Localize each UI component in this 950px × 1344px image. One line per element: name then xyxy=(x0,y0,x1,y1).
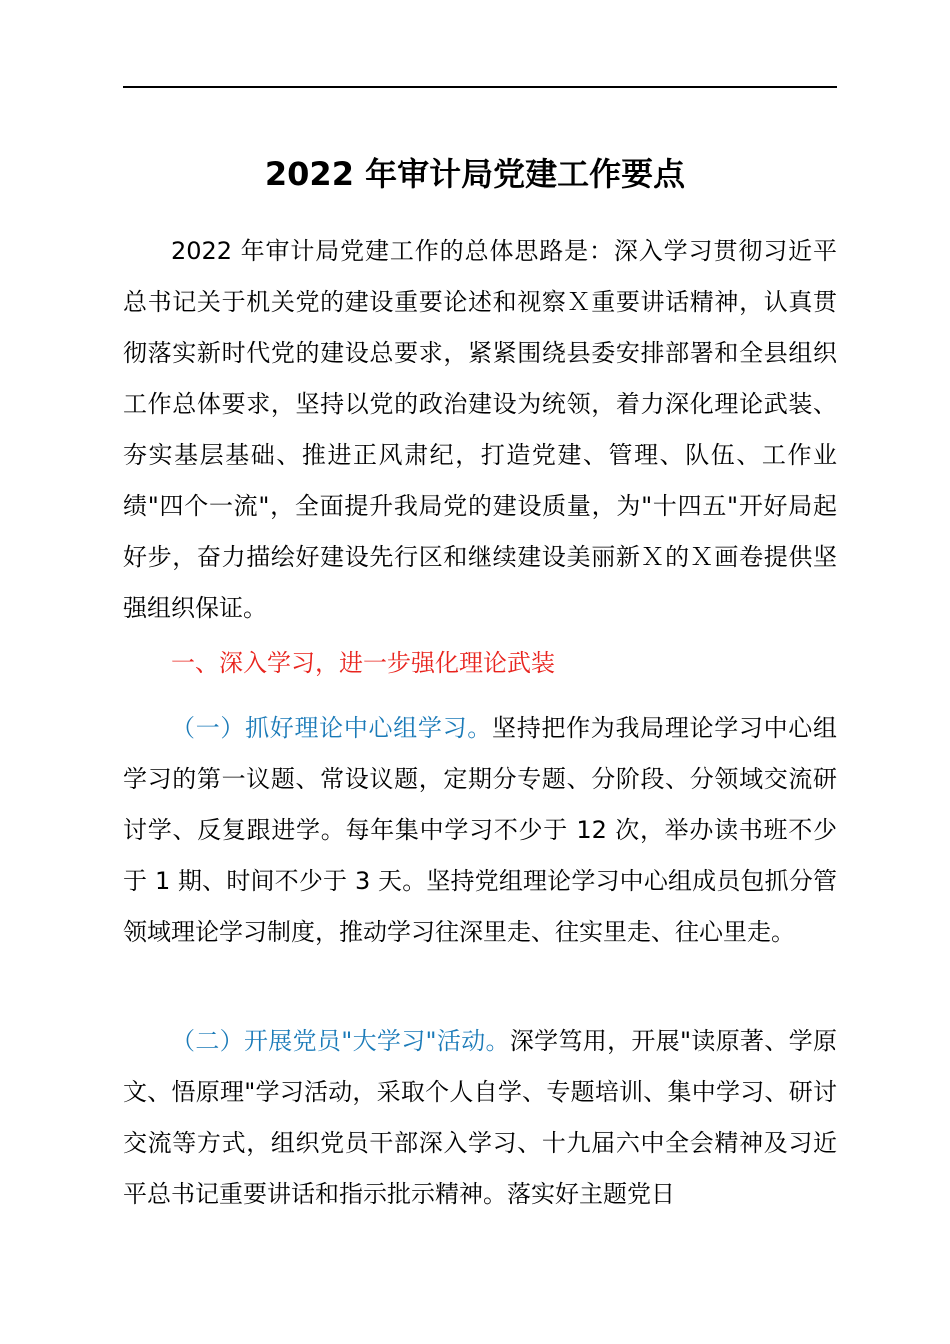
item-text-two: 深学笃用，开展"读原著、学原文、悟原理"学习活动，采取个人自学、专题培训、集中学习、研讨交流等方式，组织党员干部深入学习、十九届六中全会精神及习近平总书记重要讲话和指示批示精神。落实好主题党日 xyxy=(123,1027,838,1208)
item-paragraph-one xyxy=(123,703,837,958)
item-text-one: 坚持把作为我局理论学习中心组学习的第一议题、常设议题，定期分专题、分阶段、分领域交流研讨学、反复跟进学。每年集中学习不少于 12 次，举办读书班不少于 1 期、时间不少于 3 天。坚持党组理论学习中心组成员包抓分管领域理论学习制度，推动学习往深里走、往实里走、往心里走。 xyxy=(123,714,837,946)
document-title: 2022 年审计局党建工作要点 xyxy=(264,155,686,193)
intro-paragraph: 2022 年审计局党建工作的总体思路是：深入学习贯彻习近平总书记关于机关党的建设重要论述和视察Ｘ重要讲话精神，认真贯彻落实新时代党的建设总要求，紧紧围绕县委安排部署和全县组织工作总体要求，坚持以党的政治建设为统领，着力深化理论武装、夯实基层基础、推进正风肃纪，打造党建、管理、队伍、工作业绩"四个一流"，全面提升我局党的建设质量，为"十四五"开好局起好步，奋力描绘好建设先行区和继续建设美丽新Ｘ的Ｘ画卷提供坚强组织保证。 xyxy=(123,237,837,622)
header-rule xyxy=(123,86,837,88)
item-paragraph-two xyxy=(123,1016,837,1220)
section-heading-one: 一、深入学习，进一步强化理论武装 xyxy=(171,649,555,677)
item-heading-one: （一）抓好理论中心组学习。 xyxy=(171,714,492,742)
item-heading-two: （二）开展党员"大学习"活动。 xyxy=(171,1027,510,1055)
